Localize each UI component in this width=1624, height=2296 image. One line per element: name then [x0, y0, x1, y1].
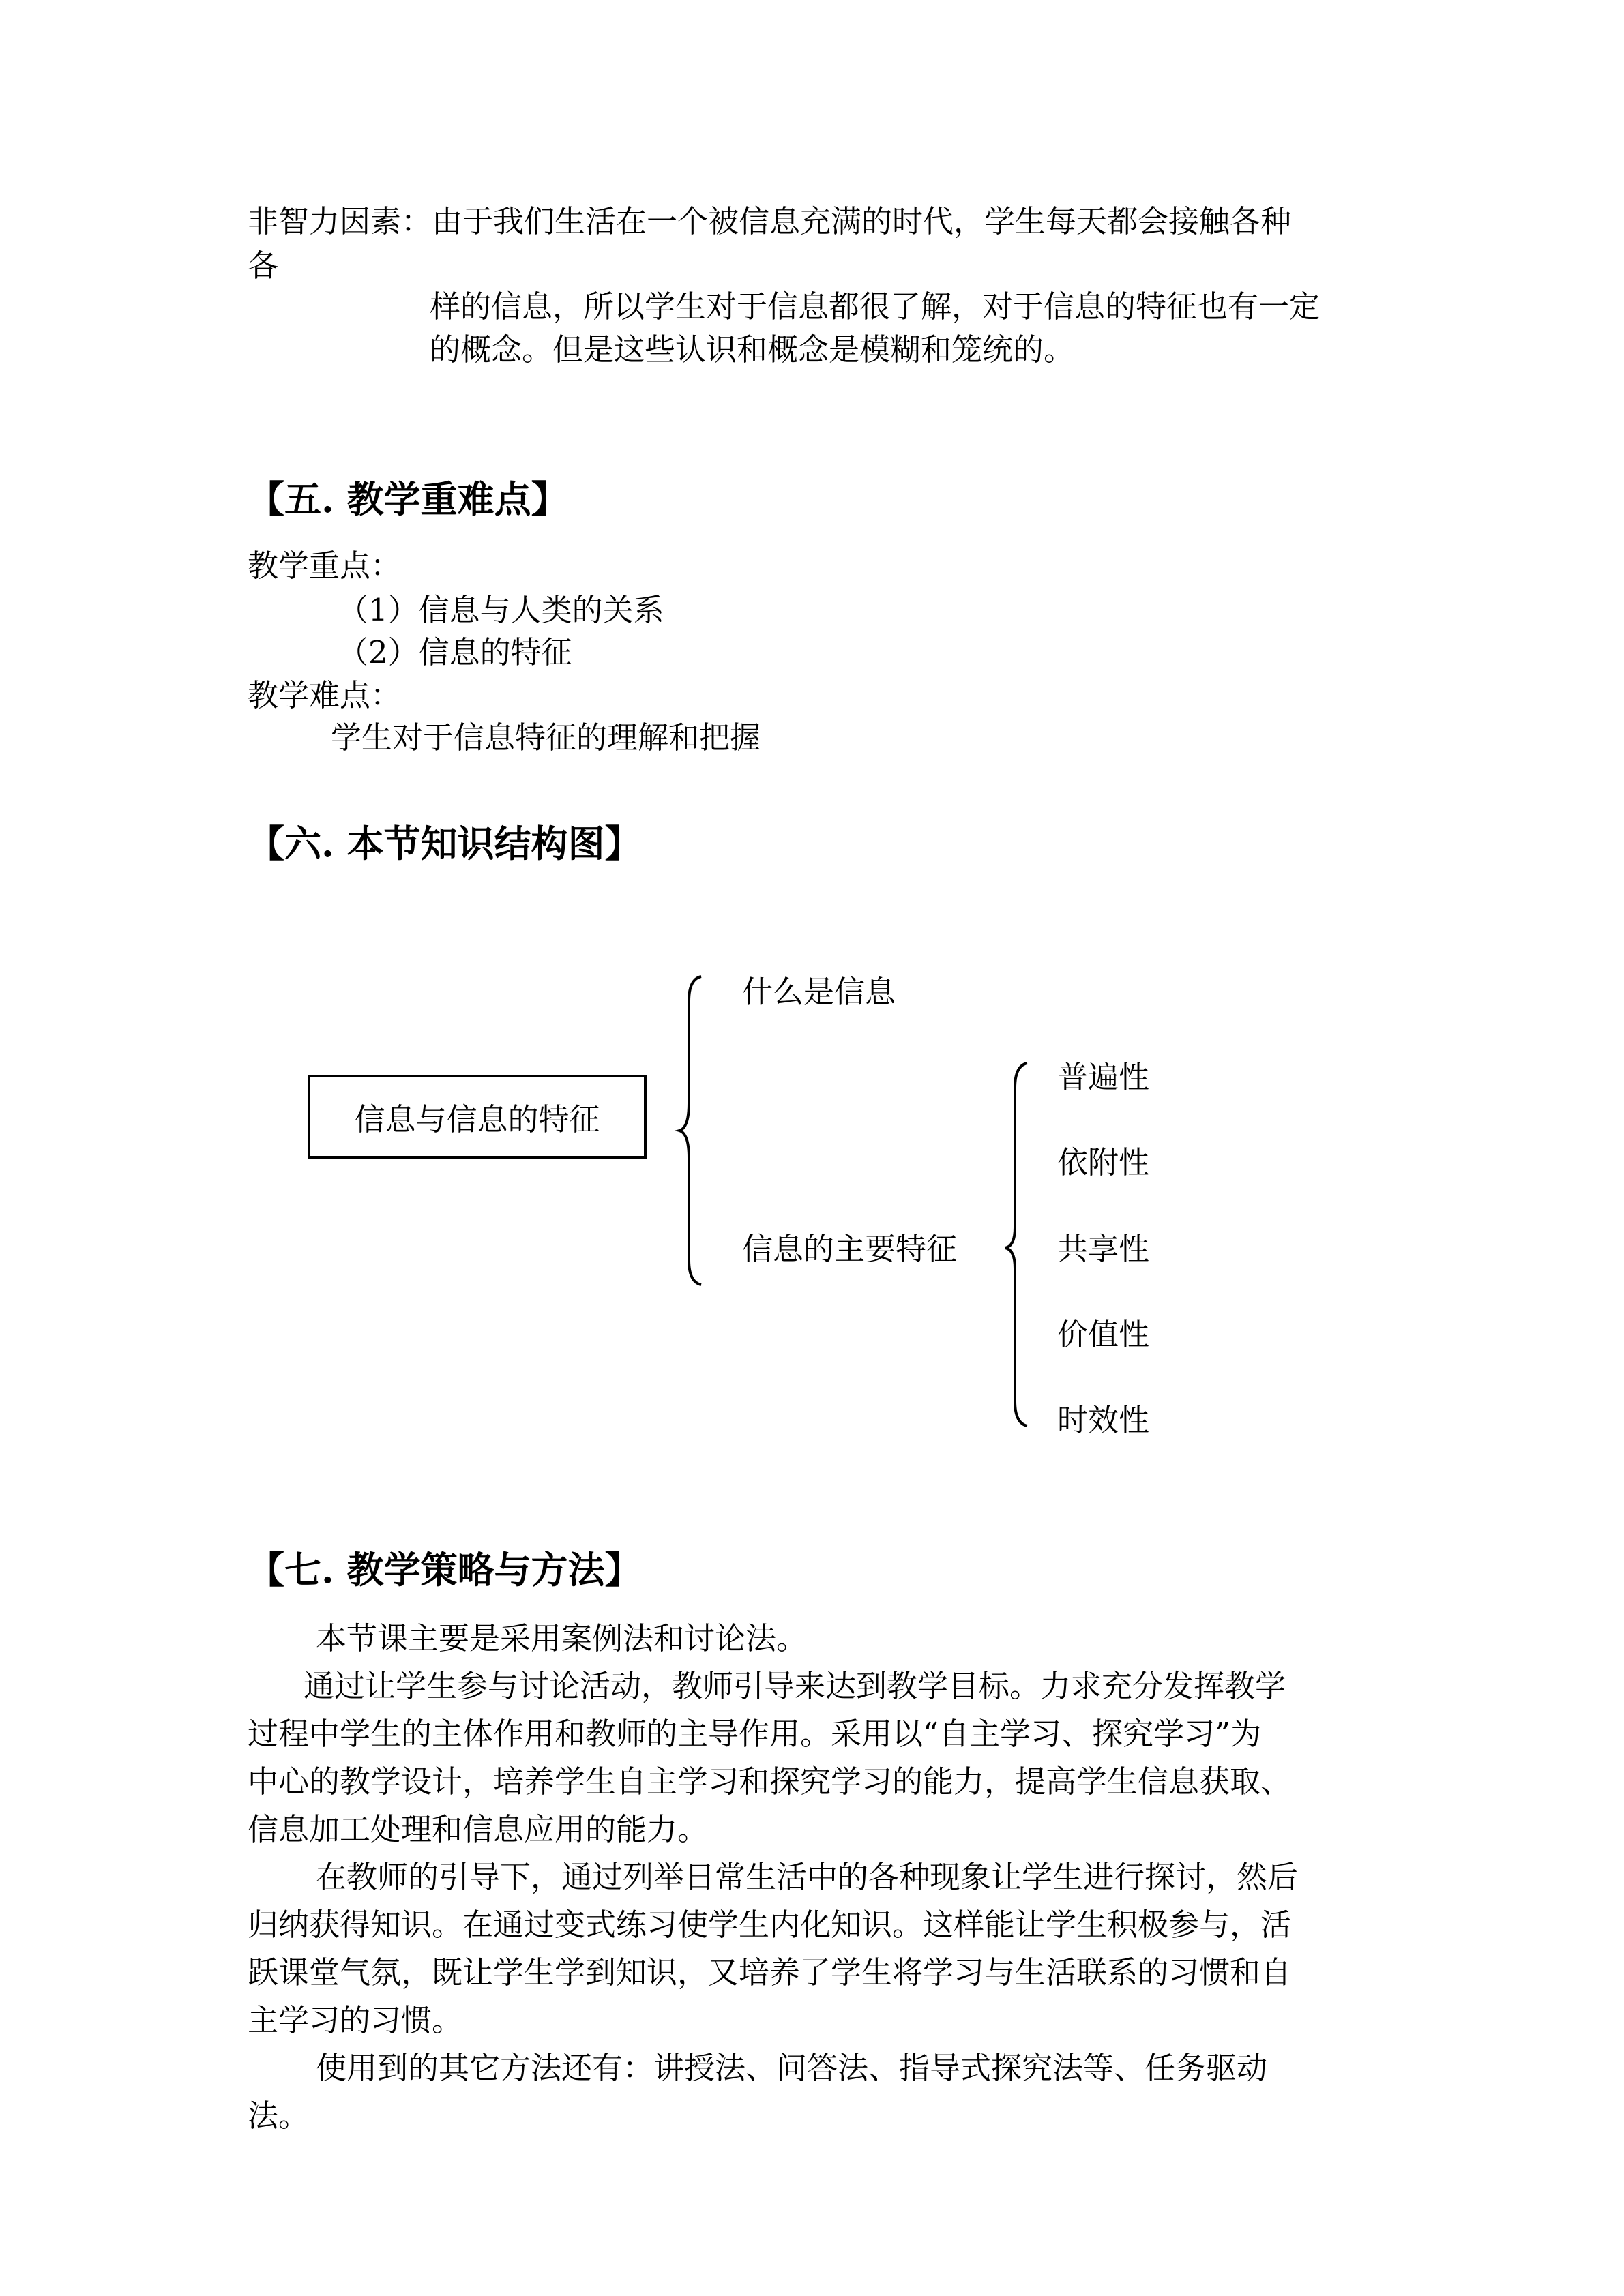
paragraph-line: 跃课堂气氛，既让学生学到知识，又培养了学生将学习与生活联系的习惯和自	[248, 1954, 1292, 1991]
diagram-root-box	[308, 1075, 647, 1159]
paragraph-line: 的概念。但是这些认识和概念是模糊和笼统的。	[430, 331, 1075, 368]
paragraph-line: 通过让学生参与讨论活动，教师引导来达到教学目标。力求充分发挥教学	[304, 1668, 1286, 1704]
diagram-feature-universality: 普遍性	[1057, 1059, 1150, 1095]
section-heading: 【五. 教学重难点】	[248, 477, 568, 521]
diagram-feature-shareability: 共享性	[1057, 1231, 1150, 1267]
list-item: 学生对于信息特征的理解和把握	[331, 719, 761, 756]
list-item: （2）信息的特征	[338, 634, 572, 670]
diagram-branch-what-is-info: 什么是信息	[742, 974, 896, 1010]
diagram-feature-timeliness: 时效性	[1057, 1402, 1150, 1438]
paragraph-line: 归纳获得知识。在通过变式练习使学生内化知识。这样能让学生积极参与，活	[248, 1907, 1292, 1943]
list-item: （1）信息与人类的关系	[338, 592, 664, 628]
diagram-feature-value: 价值性	[1057, 1316, 1150, 1352]
label-key-points: 教学重点：	[248, 548, 402, 584]
paragraph-line: 在教师的引导下，通过列举日常生活中的各种现象让学生进行探讨，然后	[316, 1859, 1299, 1895]
paragraph-line: 主学习的习惯。	[248, 2002, 463, 2038]
paragraph-line: 本节课主要是采用案例法和讨论法。	[316, 1620, 808, 1656]
paragraph-line: 信息加工处理和信息应用的能力。	[248, 1811, 709, 1847]
section-heading: 【六. 本节知识结构图】	[248, 822, 642, 865]
diagram-branch-main-features: 信息的主要特征	[742, 1231, 958, 1267]
brace-icon	[1003, 1060, 1037, 1429]
paragraph-line: 各	[248, 248, 279, 284]
paragraph-line: 过程中学生的主体作用和教师的主导作用。采用以“自主学习、探究学习”为	[248, 1716, 1262, 1752]
label-difficult-points: 教学难点：	[248, 677, 402, 713]
paragraph-line: 使用到的其它方法还有：讲授法、问答法、指导式探究法等、任务驱动	[316, 2050, 1268, 2086]
paragraph-line: 中心的教学设计，培养学生自主学习和探究学习的能力，提高学生信息获取、	[248, 1763, 1292, 1800]
paragraph-line: 法。	[248, 2098, 310, 2134]
brace-icon	[675, 974, 716, 1287]
paragraph-line: 非智力因素：由于我们生活在一个被信息充满的时代，学生每天都会接触各种	[248, 203, 1292, 239]
section-heading: 【七. 教学策略与方法】	[248, 1548, 642, 1592]
diagram-root-label: 信息与信息的特征	[354, 1101, 600, 1137]
paragraph-line: 样的信息，所以学生对于信息都很了解，对于信息的特征也有一定	[430, 288, 1320, 325]
diagram-feature-dependency: 依附性	[1057, 1144, 1150, 1180]
